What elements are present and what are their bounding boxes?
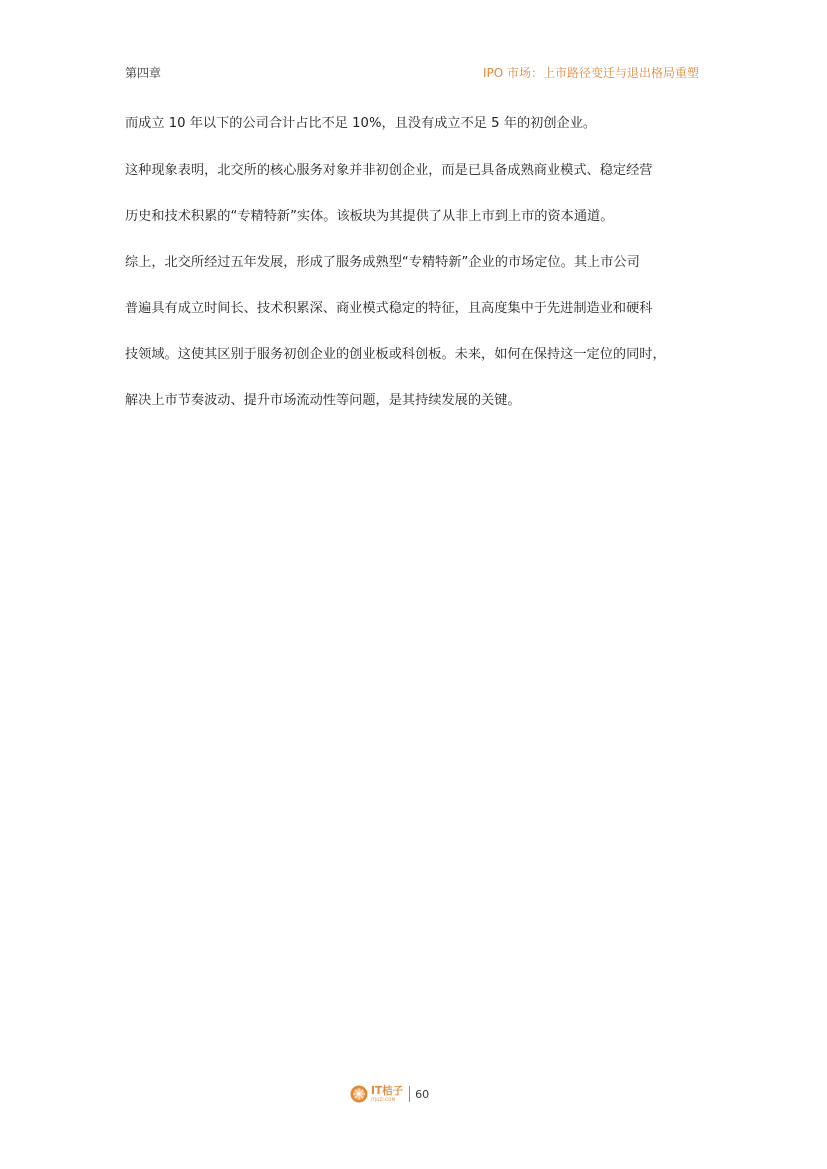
page-number: 60 <box>415 1087 430 1101</box>
brand-logo <box>371 1086 403 1102</box>
page-footer <box>350 1083 429 1105</box>
paragraph-line: 历史和技术积累的“专精特新”实体。该板块为其提供了从非上市到上市的资本通道。 <box>125 209 614 224</box>
logo-text: IT桔子 <box>371 1085 404 1098</box>
footer-divider <box>409 1086 410 1102</box>
logo-subtext: ITJUZI.COM <box>371 1096 396 1102</box>
paragraph-line: 解决上市节奏波动、提升市场流动性等问题，是其持续发展的关键。 <box>125 393 521 408</box>
paragraph-line: 普遍具有成立时间长、技术积累深、商业模式稳定的特征，且高度集中于先进制造业和硬科 <box>125 301 653 316</box>
orange-logo-icon <box>350 1085 368 1103</box>
paragraph-line: 技领域。这使其区别于服务初创企业的创业板或科创板。未来，如何在保持这一定位的同时， <box>125 347 666 362</box>
chapter-label: 第四章 <box>125 66 162 80</box>
section-title: IPO 市场：上市路径变迁与退出格局重塑 <box>482 66 699 80</box>
paragraph-line: 而成立 10 年以下的公司合计占比不足 10%，且没有成立不足 5 年的初创企业。 <box>125 116 597 131</box>
body-text <box>125 112 705 413</box>
paragraph-line: 综上，北交所经过五年发展，形成了服务成熟型“专精特新”企业的市场定位。其上市公司 <box>125 255 640 270</box>
paragraph-line: 这种现象表明，北交所的核心服务对象并非初创企业，而是已具备成熟商业模式、稳定经营 <box>125 163 653 178</box>
